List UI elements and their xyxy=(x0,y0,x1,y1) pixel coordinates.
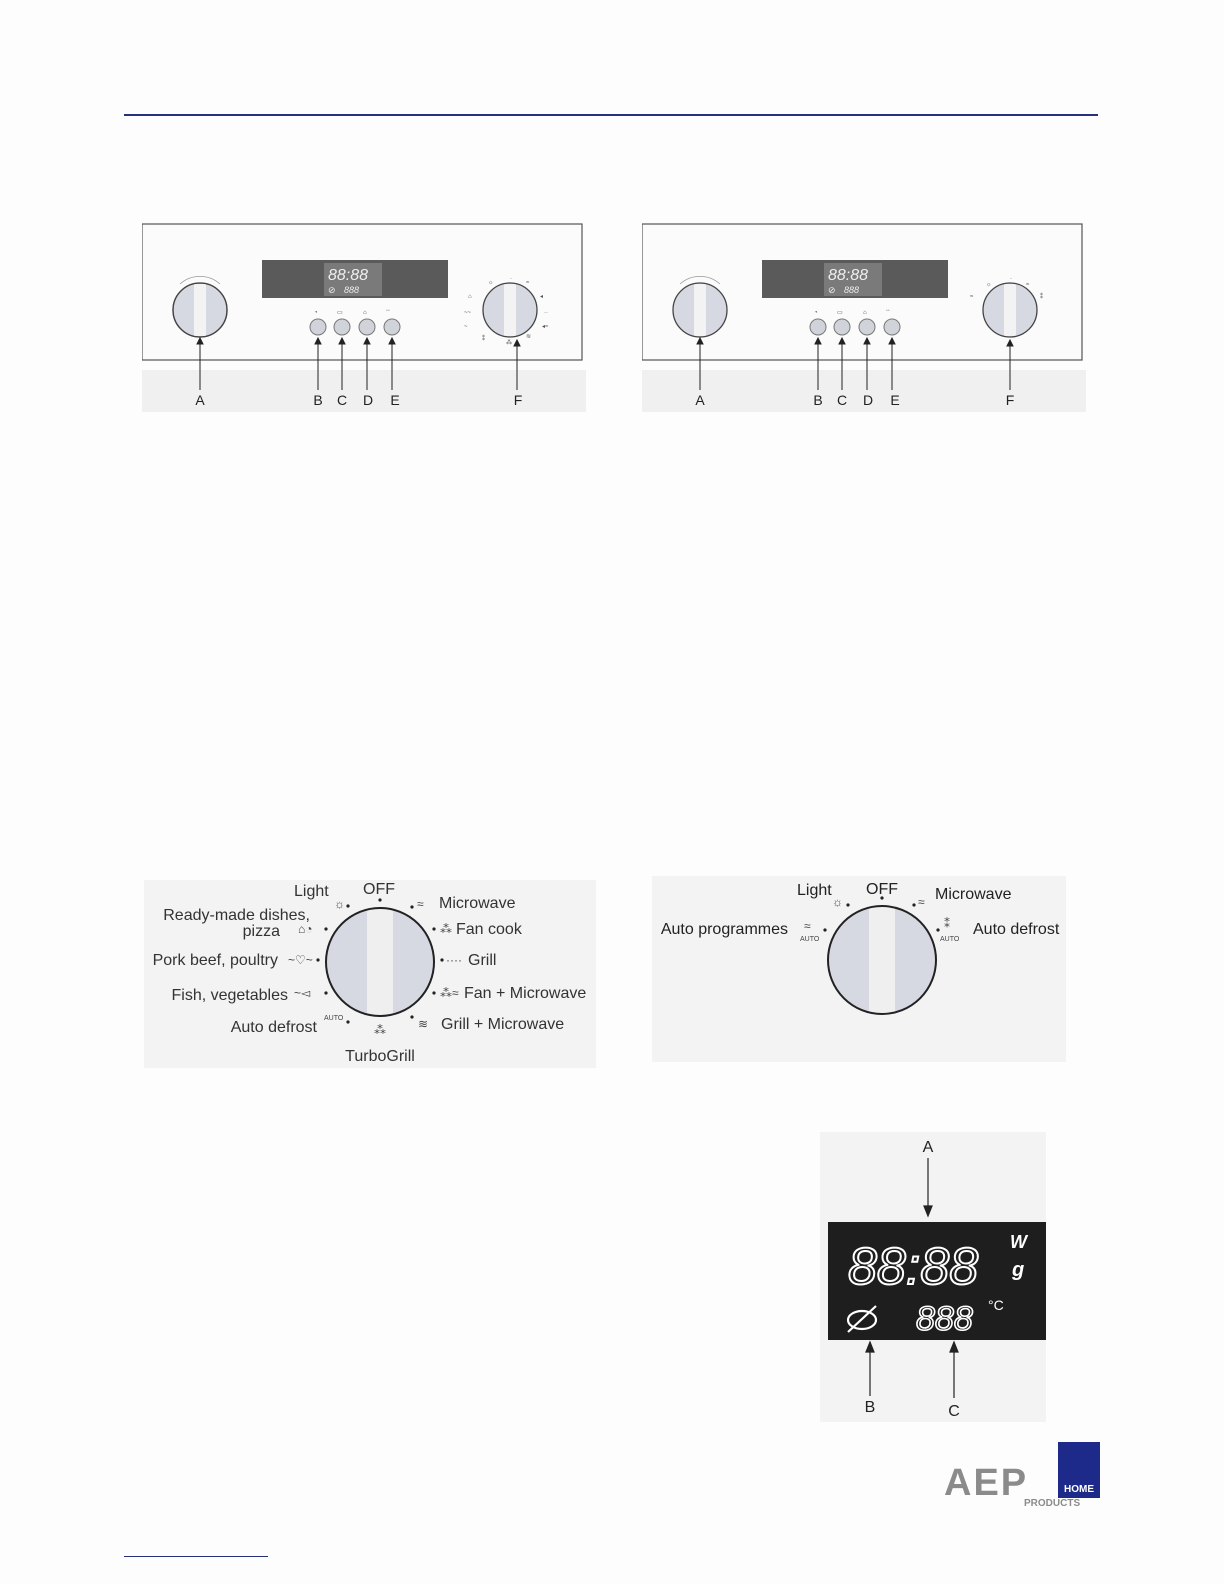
label-auto-defrost: Auto defrost xyxy=(973,921,1060,938)
control-panel-figure-1 xyxy=(142,222,586,412)
label-d: D xyxy=(862,392,874,408)
display-window xyxy=(262,260,448,298)
display-time: 88:88 xyxy=(828,267,869,284)
display-temp: 888 xyxy=(844,285,860,295)
microwave-icon: ≈ xyxy=(417,897,424,911)
svg-text:⌂: ⌂ xyxy=(863,310,867,316)
label-fish: Fish, vegetables xyxy=(171,987,288,1004)
auto-tag-left: AUTO xyxy=(800,936,820,943)
label-light: Light xyxy=(797,882,832,899)
svg-text:≈: ≈ xyxy=(970,294,974,300)
label-grill-microwave: Grill + Microwave xyxy=(441,1016,565,1033)
label-c: C xyxy=(948,1403,960,1420)
svg-text:▫▫: ▫▫ xyxy=(886,308,890,314)
svg-text:▭: ▭ xyxy=(337,310,343,316)
auto-defrost-icon: ⁑ xyxy=(944,917,950,931)
svg-text:⌂: ⌂ xyxy=(468,294,472,300)
logo-products: PRODUCTS xyxy=(1024,1498,1081,1509)
svg-text:◔: ◔ xyxy=(814,310,818,316)
grill-icon: ···· xyxy=(446,953,462,967)
lcd-time: 88:88 xyxy=(848,1238,979,1296)
svg-text:≋: ≋ xyxy=(526,334,532,340)
light-icon: ☼ xyxy=(334,897,345,911)
svg-text:··: ·· xyxy=(544,310,548,316)
label-d: D xyxy=(362,392,374,408)
lcd-temp: 888 xyxy=(916,1300,973,1338)
label-off: OFF xyxy=(363,881,395,898)
logo-letters: AEP xyxy=(944,1462,1029,1504)
label-e: E xyxy=(390,392,400,408)
svg-text:·: · xyxy=(510,276,512,282)
label-a: A xyxy=(695,392,705,408)
svg-text:~~: ~~ xyxy=(464,310,472,316)
label-grill: Grill xyxy=(468,952,497,969)
label-microwave: Microwave xyxy=(439,895,516,912)
label-microwave: Microwave xyxy=(935,886,1012,903)
logo-home: HOME xyxy=(1064,1484,1094,1495)
label-a: A xyxy=(195,392,205,408)
label-turbogrill: TurboGrill xyxy=(345,1048,415,1065)
unit-g: g xyxy=(1012,1259,1025,1281)
svg-text:☼: ☼ xyxy=(488,280,494,286)
svg-text:◂: ◂ xyxy=(540,294,544,300)
svg-text:◔: ◔ xyxy=(314,310,318,316)
footer-rule xyxy=(124,1556,268,1557)
auto-programmes-icon: ≈ xyxy=(804,919,811,933)
label-b: B xyxy=(313,392,323,408)
fan-microwave-icon: ⁂≈ xyxy=(440,986,459,1000)
label-auto-programmes: Auto programmes xyxy=(660,921,788,938)
display-time: 88:88 xyxy=(328,267,369,284)
svg-text:·: · xyxy=(1010,276,1012,282)
label-auto-defrost: Auto defrost xyxy=(230,1019,317,1036)
microwave-icon: ≈ xyxy=(918,895,925,909)
label-light: Light xyxy=(294,883,329,900)
svg-text:⁑: ⁑ xyxy=(482,336,485,342)
display-window xyxy=(762,260,948,298)
svg-text:≈: ≈ xyxy=(1026,282,1030,288)
label-b: B xyxy=(864,1399,876,1416)
label-f: F xyxy=(1005,392,1015,408)
svg-text:⁑: ⁑ xyxy=(1040,294,1043,300)
light-icon: ☼ xyxy=(832,895,843,909)
label-fan-microwave: Fan + Microwave xyxy=(464,985,587,1002)
turbogrill-icon: ⁂ xyxy=(374,1023,386,1037)
label-ready-made-2: pizza xyxy=(242,923,280,940)
label-f: F xyxy=(513,392,523,408)
auto-tag-right: AUTO xyxy=(940,936,960,943)
function-dial xyxy=(828,906,936,1014)
svg-text:⌂: ⌂ xyxy=(363,310,367,316)
svg-text:~: ~ xyxy=(464,324,468,330)
display-detail-figure xyxy=(820,1130,1050,1424)
header-rule xyxy=(124,114,1098,116)
aep-logo xyxy=(944,1442,1100,1512)
control-panel-figure-2 xyxy=(642,222,1086,412)
unit-w: W xyxy=(1010,1232,1027,1252)
grill-microwave-icon: ≋ xyxy=(418,1017,429,1031)
svg-text:⊘: ⊘ xyxy=(328,285,336,295)
function-dial-figure-2 xyxy=(650,872,1070,1064)
label-pork: Pork beef, poultry xyxy=(152,952,278,969)
fish-icon: ~◅ xyxy=(294,986,311,1000)
label-off: OFF xyxy=(866,881,898,898)
label-b: B xyxy=(813,392,823,408)
label-e: E xyxy=(890,392,900,408)
svg-text:▭: ▭ xyxy=(837,310,843,316)
label-a: A xyxy=(922,1139,934,1156)
svg-text:◂≈: ◂≈ xyxy=(542,324,549,330)
display-temp: 888 xyxy=(344,285,360,295)
label-c: C xyxy=(836,392,848,408)
label-fan-cook: Fan cook xyxy=(456,921,522,938)
auto-tag: AUTO xyxy=(324,1015,344,1022)
svg-text:▫▫: ▫▫ xyxy=(386,308,390,314)
function-dial-figure-1 xyxy=(140,874,600,1070)
label-c: C xyxy=(336,392,348,408)
svg-text:⊘: ⊘ xyxy=(828,285,836,295)
ready-meal-icon: ⌂◔ xyxy=(298,922,313,936)
svg-text:☼: ☼ xyxy=(986,282,992,288)
unit-celsius: °C xyxy=(988,1297,1004,1313)
label-ready-made-1: Ready-made dishes, xyxy=(163,907,310,924)
fan-icon: ⁂ xyxy=(440,922,452,936)
roast-icon: ~♡~ xyxy=(288,953,313,967)
svg-text:≈: ≈ xyxy=(526,280,530,286)
svg-text:⁂: ⁂ xyxy=(506,340,512,346)
function-dial xyxy=(326,908,434,1016)
